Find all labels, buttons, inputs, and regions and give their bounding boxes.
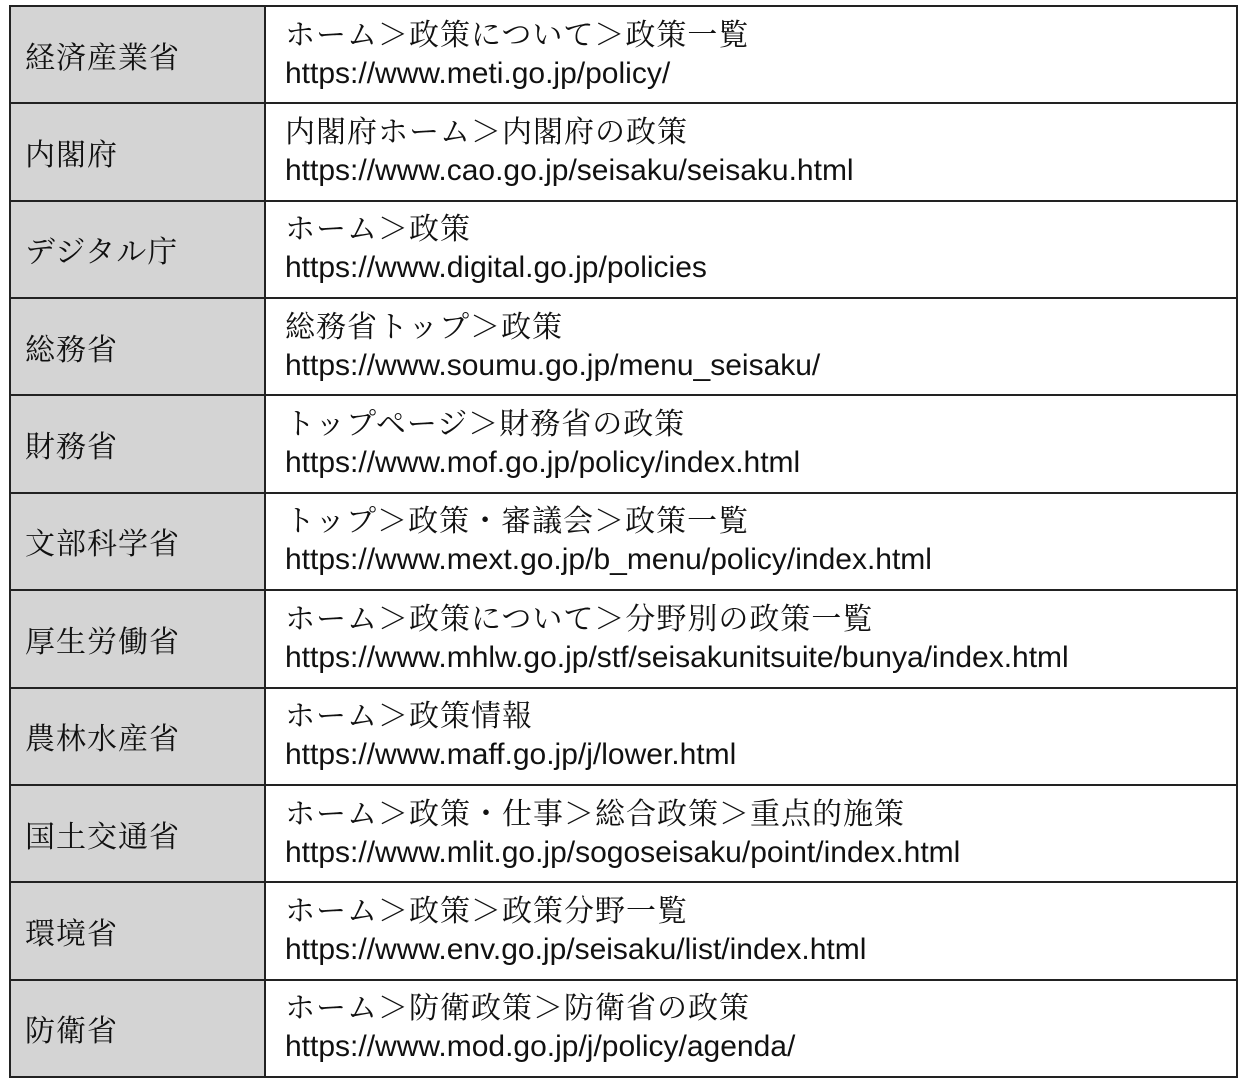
- table-row: [10, 688, 1237, 785]
- table-row: [10, 395, 1237, 492]
- ministry-name-cell: 経済産業省: [10, 6, 265, 103]
- policy-info-cell: [265, 6, 1237, 103]
- breadcrumb-path: ホーム＞政策・仕事＞総合政策＞重点的施策: [285, 796, 905, 832]
- table-row: [10, 882, 1237, 979]
- policy-info-cell: [265, 395, 1237, 492]
- breadcrumb-path: ホーム＞政策について＞政策一覧: [285, 17, 750, 53]
- table-row: [10, 298, 1237, 395]
- policy-info-cell: [265, 590, 1237, 687]
- policy-table: [9, 5, 1238, 1078]
- policy-url: https://www.mhlw.go.jp/stf/seisakunitsuite/bunya/index.html: [285, 640, 1069, 674]
- policy-url: https://www.cao.go.jp/seisaku/seisaku.html: [285, 154, 854, 188]
- breadcrumb-path: トップ＞政策・審議会＞政策一覧: [285, 504, 750, 540]
- breadcrumb-path: ホーム＞政策＞政策分野一覧: [285, 893, 688, 929]
- policy-info-cell: [265, 201, 1237, 298]
- table-row: [10, 493, 1237, 590]
- policy-table-container: [9, 5, 1238, 1078]
- ministry-name-cell: 内閣府: [10, 103, 265, 200]
- policy-url: https://www.mext.go.jp/b_menu/policy/index.html: [285, 543, 932, 577]
- table-row: [10, 980, 1237, 1077]
- policy-info-cell: [265, 980, 1237, 1077]
- table-row: [10, 103, 1237, 200]
- ministry-name-cell: 国土交通省: [10, 785, 265, 882]
- table-row: [10, 201, 1237, 298]
- breadcrumb-path: ホーム＞防衛政策＞防衛省の政策: [285, 991, 750, 1027]
- policy-url: https://www.env.go.jp/seisaku/list/index.html: [285, 932, 867, 966]
- table-row: [10, 6, 1237, 103]
- policy-url: https://www.digital.go.jp/policies: [285, 251, 707, 285]
- policy-url: https://www.soumu.go.jp/menu_seisaku/: [285, 348, 821, 382]
- ministry-name-cell: 文部科学省: [10, 493, 265, 590]
- policy-info-cell: [265, 785, 1237, 882]
- policy-info-cell: [265, 882, 1237, 979]
- policy-url: https://www.meti.go.jp/policy/: [285, 56, 671, 90]
- policy-url: https://www.mlit.go.jp/sogoseisaku/point/index.html: [285, 835, 961, 869]
- policy-info-cell: [265, 493, 1237, 590]
- ministry-name-cell: 総務省: [10, 298, 265, 395]
- ministry-name-cell: 農林水産省: [10, 688, 265, 785]
- policy-url: https://www.mof.go.jp/policy/index.html: [285, 446, 801, 480]
- policy-url: https://www.mod.go.jp/j/policy/agenda/: [285, 1030, 796, 1064]
- ministry-name-cell: 財務省: [10, 395, 265, 492]
- breadcrumb-path: トップページ＞財務省の政策: [285, 407, 686, 443]
- ministry-name-cell: 防衛省: [10, 980, 265, 1077]
- breadcrumb-path: 内閣府ホーム＞内閣府の政策: [285, 115, 688, 151]
- ministry-name-cell: 厚生労働省: [10, 590, 265, 687]
- breadcrumb-path: ホーム＞政策: [285, 212, 471, 248]
- table-row: [10, 785, 1237, 882]
- policy-info-cell: [265, 688, 1237, 785]
- ministry-name-cell: デジタル庁: [10, 201, 265, 298]
- policy-info-cell: [265, 103, 1237, 200]
- table-row: [10, 590, 1237, 687]
- breadcrumb-path: 総務省トップ＞政策: [285, 309, 564, 345]
- ministry-name-cell: 環境省: [10, 882, 265, 979]
- breadcrumb-path: ホーム＞政策情報: [285, 699, 533, 735]
- policy-url: https://www.maff.go.jp/j/lower.html: [285, 738, 737, 772]
- breadcrumb-path: ホーム＞政策について＞分野別の政策一覧: [285, 601, 874, 637]
- policy-info-cell: [265, 298, 1237, 395]
